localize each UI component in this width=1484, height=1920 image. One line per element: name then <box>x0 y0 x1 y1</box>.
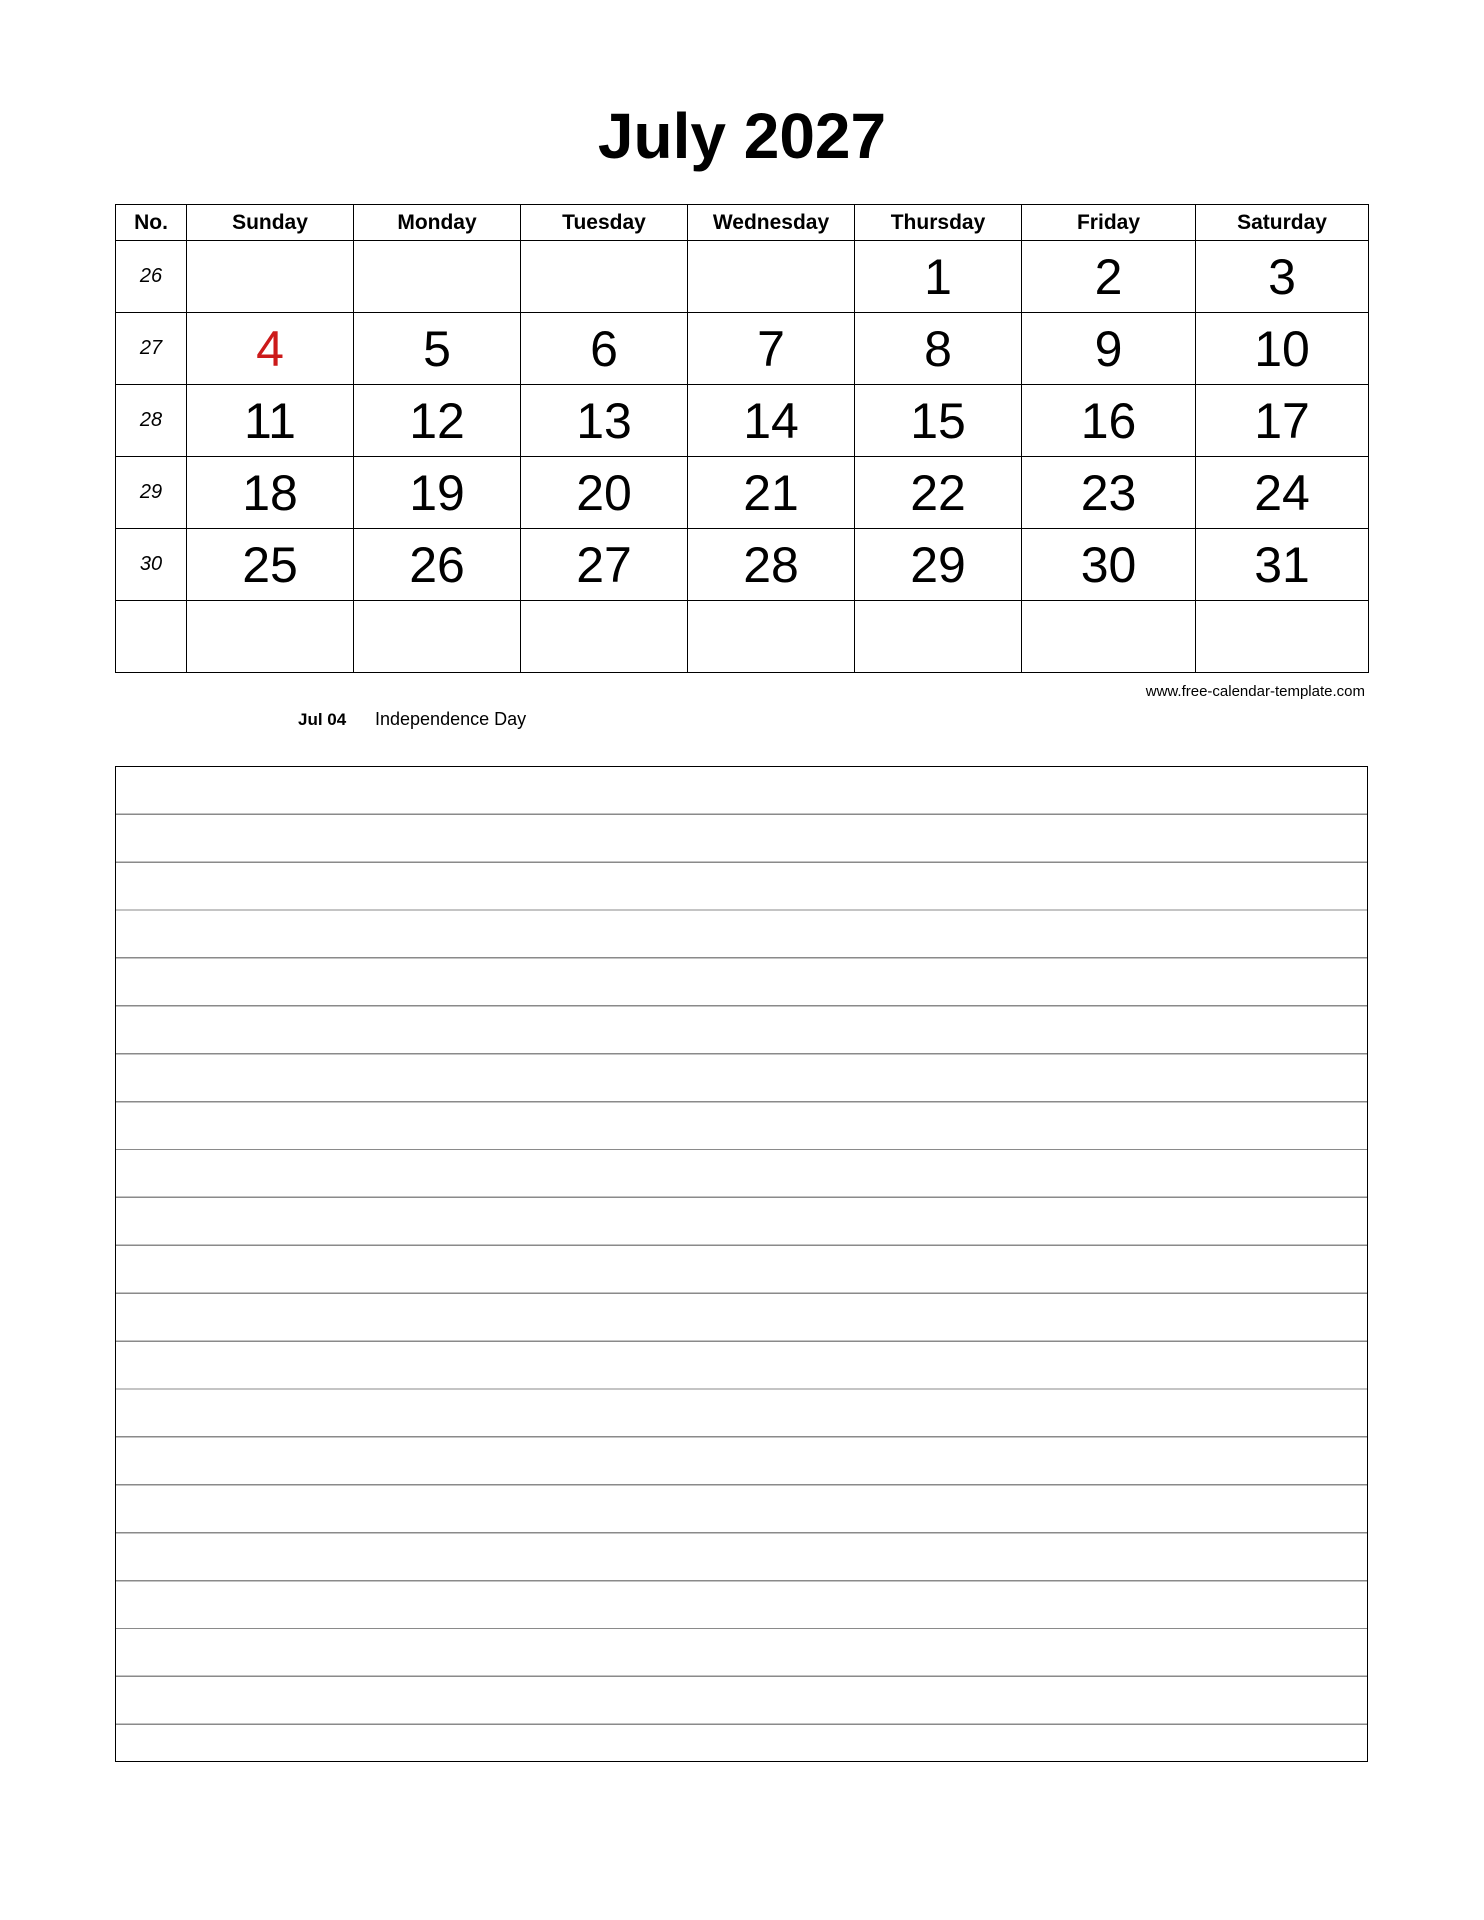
day-cell <box>1196 601 1369 673</box>
day-cell <box>855 601 1022 673</box>
day-cell: 11 <box>187 385 354 457</box>
week-row <box>116 241 1369 313</box>
day-cell: 20 <box>521 457 688 529</box>
day-cell: 25 <box>187 529 354 601</box>
week-number: 29 <box>116 457 187 529</box>
day-cell: 17 <box>1196 385 1369 457</box>
week-row <box>116 457 1369 529</box>
week-number: 30 <box>116 529 187 601</box>
week-row <box>116 385 1369 457</box>
week-row <box>116 529 1369 601</box>
day-cell <box>688 241 855 313</box>
day-cell: 26 <box>354 529 521 601</box>
day-cell <box>521 241 688 313</box>
day-header-thursday: Thursday <box>855 205 1022 241</box>
week-number-header: No. <box>116 205 187 241</box>
day-header-friday: Friday <box>1022 205 1196 241</box>
day-cell: 2 <box>1022 241 1196 313</box>
day-cell <box>521 601 688 673</box>
day-cell: 21 <box>688 457 855 529</box>
day-cell: 14 <box>688 385 855 457</box>
day-cell <box>1022 601 1196 673</box>
day-header-wednesday: Wednesday <box>688 205 855 241</box>
day-cell: 22 <box>855 457 1022 529</box>
day-cell <box>688 601 855 673</box>
day-cell: 16 <box>1022 385 1196 457</box>
day-cell: 13 <box>521 385 688 457</box>
day-cell: 10 <box>1196 313 1369 385</box>
header-row <box>116 205 1369 241</box>
day-cell: 5 <box>354 313 521 385</box>
day-cell: 31 <box>1196 529 1369 601</box>
day-cell: 27 <box>521 529 688 601</box>
day-header-saturday: Saturday <box>1196 205 1369 241</box>
day-cell: 8 <box>855 313 1022 385</box>
day-cell: 15 <box>855 385 1022 457</box>
week-row <box>116 601 1369 673</box>
day-cell: 24 <box>1196 457 1369 529</box>
day-header-monday: Monday <box>354 205 521 241</box>
day-cell <box>187 241 354 313</box>
notes-area <box>115 766 1368 1762</box>
calendar-grid <box>115 204 1369 673</box>
day-header-tuesday: Tuesday <box>521 205 688 241</box>
day-cell: 19 <box>354 457 521 529</box>
day-cell: 1 <box>855 241 1022 313</box>
day-cell: 30 <box>1022 529 1196 601</box>
day-cell: 6 <box>521 313 688 385</box>
day-cell <box>354 241 521 313</box>
day-cell: 18 <box>187 457 354 529</box>
day-cell: 29 <box>855 529 1022 601</box>
week-number <box>116 601 187 673</box>
week-number: 28 <box>116 385 187 457</box>
calendar-title: July 2027 <box>597 100 887 172</box>
day-cell: 23 <box>1022 457 1196 529</box>
day-cell: 9 <box>1022 313 1196 385</box>
day-cell: 7 <box>688 313 855 385</box>
day-cell: 28 <box>688 529 855 601</box>
week-row <box>116 313 1369 385</box>
holiday-name: Independence Day <box>375 709 527 729</box>
day-cell: 12 <box>354 385 521 457</box>
week-number: 27 <box>116 313 187 385</box>
day-cell <box>187 601 354 673</box>
day-cell: 3 <box>1196 241 1369 313</box>
day-cell <box>354 601 521 673</box>
day-cell-holiday: 4 <box>187 313 354 385</box>
day-header-sunday: Sunday <box>187 205 354 241</box>
week-number: 26 <box>116 241 187 313</box>
holiday-date: Jul 04 <box>298 710 347 729</box>
website-credit: www.free-calendar-template.com <box>1145 683 1365 700</box>
